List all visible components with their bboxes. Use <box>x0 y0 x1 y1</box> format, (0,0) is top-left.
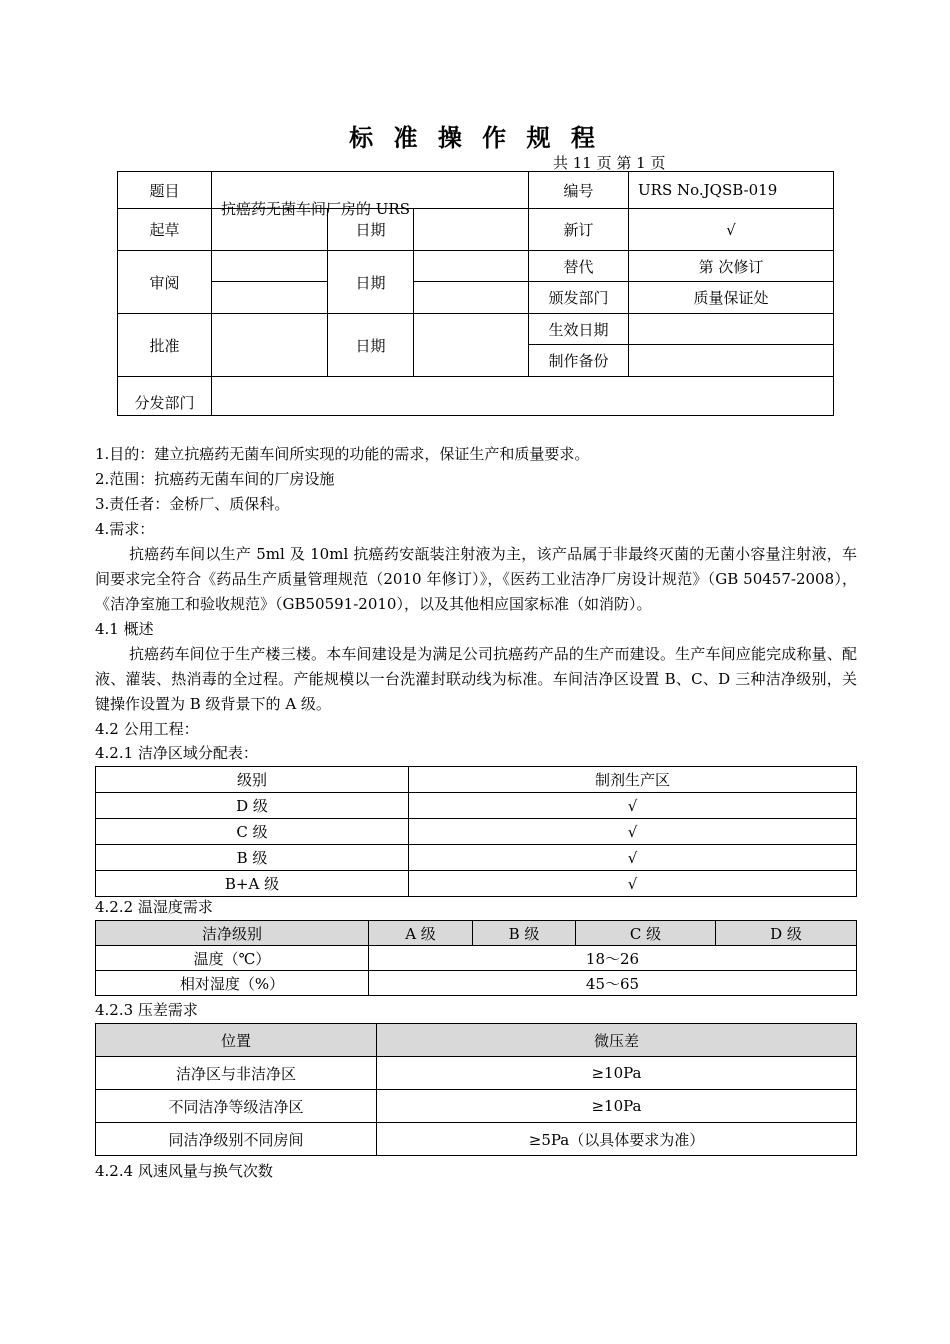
table-row <box>96 946 857 971</box>
clean-check-cell: √ <box>409 819 857 845</box>
temp-humidity-table <box>95 920 857 996</box>
clean-area-table <box>95 766 857 897</box>
table-row <box>96 845 857 871</box>
purpose-paragraph: 1.目的：建立抗癌药无菌车间所实现的功能的需求，保证生产和质量要求。 <box>95 445 590 463</box>
temp-header-class: 洁净级别 <box>96 921 369 946</box>
approve-date-cell <box>414 314 529 377</box>
clean-level-cell: D 级 <box>96 793 409 819</box>
issue-dept-value: 质量保证处 <box>629 282 834 314</box>
pressure-value-cell: ≥5Pa（以具体要求为准） <box>377 1123 857 1156</box>
review-signature-cell-1 <box>212 251 328 282</box>
copies-value <box>629 345 834 377</box>
pressure-location-cell: 洁净区与非洁净区 <box>96 1057 377 1090</box>
clean-check-cell: √ <box>409 845 857 871</box>
clean-header-level: 级别 <box>96 767 409 793</box>
pressure-location-cell: 同洁净级别不同房间 <box>96 1123 377 1156</box>
draft-date-cell <box>414 209 529 251</box>
draft-label: 起草 <box>118 209 212 251</box>
number-value: URS No.JQSB-019 <box>629 172 834 209</box>
temp-header-c: C 级 <box>576 921 716 946</box>
temp-header-b: B 级 <box>473 921 576 946</box>
airflow-heading: 4.2.4 风速风量与换气次数 <box>95 1162 273 1180</box>
scope-paragraph: 2.范围：抗癌药无菌车间的厂房设施 <box>95 470 335 488</box>
humidity-value: 45～65 <box>369 971 857 996</box>
clean-header-area: 制剂生产区 <box>409 767 857 793</box>
requirements-heading: 4.需求： <box>95 520 155 538</box>
approve-label: 批准 <box>118 314 212 377</box>
overview-heading: 4.1 概述 <box>95 620 154 638</box>
replace-value: 第 次修订 <box>629 251 834 282</box>
table-row <box>96 1090 857 1123</box>
table-row <box>96 1123 857 1156</box>
responsibility-paragraph: 3.责任者：金桥厂、质保科。 <box>95 495 290 513</box>
temperature-label: 温度（℃） <box>96 946 369 971</box>
effective-date-value <box>629 314 834 345</box>
replace-label: 替代 <box>529 251 629 282</box>
temp-header-a: A 级 <box>369 921 473 946</box>
requirements-paragraph: 抗癌药车间以生产 5ml 及 10ml 抗癌药安瓿装注射液为主，该产品属于非最终灭菌的无菌小容量注射液，车间要求完全符合《药品生产质量管理规范（2010 年修订）》，《医药工业洁净厂房设计规范》（GB 50457-2008），《洁净室施工和验收规范》（GB50591-2010），以及其他相应国家标准（如消防）。 <box>95 545 857 613</box>
new-label: 新订 <box>529 209 629 251</box>
page-info: 共 11 页 第 1 页 <box>553 154 666 172</box>
table-row <box>96 971 857 996</box>
pressure-value-cell: ≥10Pa <box>377 1057 857 1090</box>
clean-area-heading: 4.2.1 洁净区域分配表： <box>95 744 258 762</box>
review-signature-cell-2 <box>212 282 328 314</box>
clean-level-cell: C 级 <box>96 819 409 845</box>
draft-date-label: 日期 <box>328 209 414 251</box>
number-label: 编号 <box>529 172 629 209</box>
overview-paragraph: 抗癌药车间位于生产楼三楼。本车间建设是为满足公司抗癌药产品的生产而建设。生产车间应能完成称量、配液、灌装、热消毒的全过程。产能规模以一台洗灌封联动线为标准。车间洁净区设置 B、C、D 三种洁净级别，关键操作设置为 B 级背景下的 A 级。 <box>95 645 857 713</box>
pressure-location-cell: 不同洁净等级洁净区 <box>96 1090 377 1123</box>
distribution-value <box>212 377 834 416</box>
issue-dept-label: 颁发部门 <box>529 282 629 314</box>
table-row <box>96 871 857 897</box>
pressure-header-location: 位置 <box>96 1024 377 1057</box>
pressure-header-value: 微压差 <box>377 1024 857 1057</box>
subject-label: 题目 <box>118 172 212 209</box>
temp-header-d: D 级 <box>716 921 857 946</box>
subject-value: 抗癌药无菌车间厂房的 URS <box>221 200 410 218</box>
temp-humidity-heading: 4.2.2 温湿度需求 <box>95 898 213 916</box>
table-row <box>96 819 857 845</box>
utilities-heading: 4.2 公用工程： <box>95 720 199 738</box>
table-row <box>96 793 857 819</box>
pressure-heading: 4.2.3 压差需求 <box>95 1001 198 1019</box>
clean-check-cell: √ <box>409 793 857 819</box>
review-date-label: 日期 <box>328 251 414 314</box>
document-title: 标 准 操 作 规 程 <box>349 124 601 152</box>
pressure-value-cell: ≥10Pa <box>377 1090 857 1123</box>
effective-date-label: 生效日期 <box>529 314 629 345</box>
clean-check-cell: √ <box>409 871 857 897</box>
table-row <box>96 1057 857 1090</box>
new-value: √ <box>629 209 834 251</box>
approve-signature-cell <box>212 314 328 377</box>
clean-level-cell: B+A 级 <box>96 871 409 897</box>
clean-level-cell: B 级 <box>96 845 409 871</box>
copies-label: 制作备份 <box>529 345 629 377</box>
approve-date-label: 日期 <box>328 314 414 377</box>
humidity-label: 相对湿度（%） <box>96 971 369 996</box>
review-label: 审阅 <box>118 251 212 314</box>
review-date-cell-1 <box>414 251 529 282</box>
distribution-label: 分发部门 <box>118 377 212 416</box>
temperature-value: 18～26 <box>369 946 857 971</box>
review-date-cell-2 <box>414 282 529 314</box>
pressure-table <box>95 1023 857 1156</box>
